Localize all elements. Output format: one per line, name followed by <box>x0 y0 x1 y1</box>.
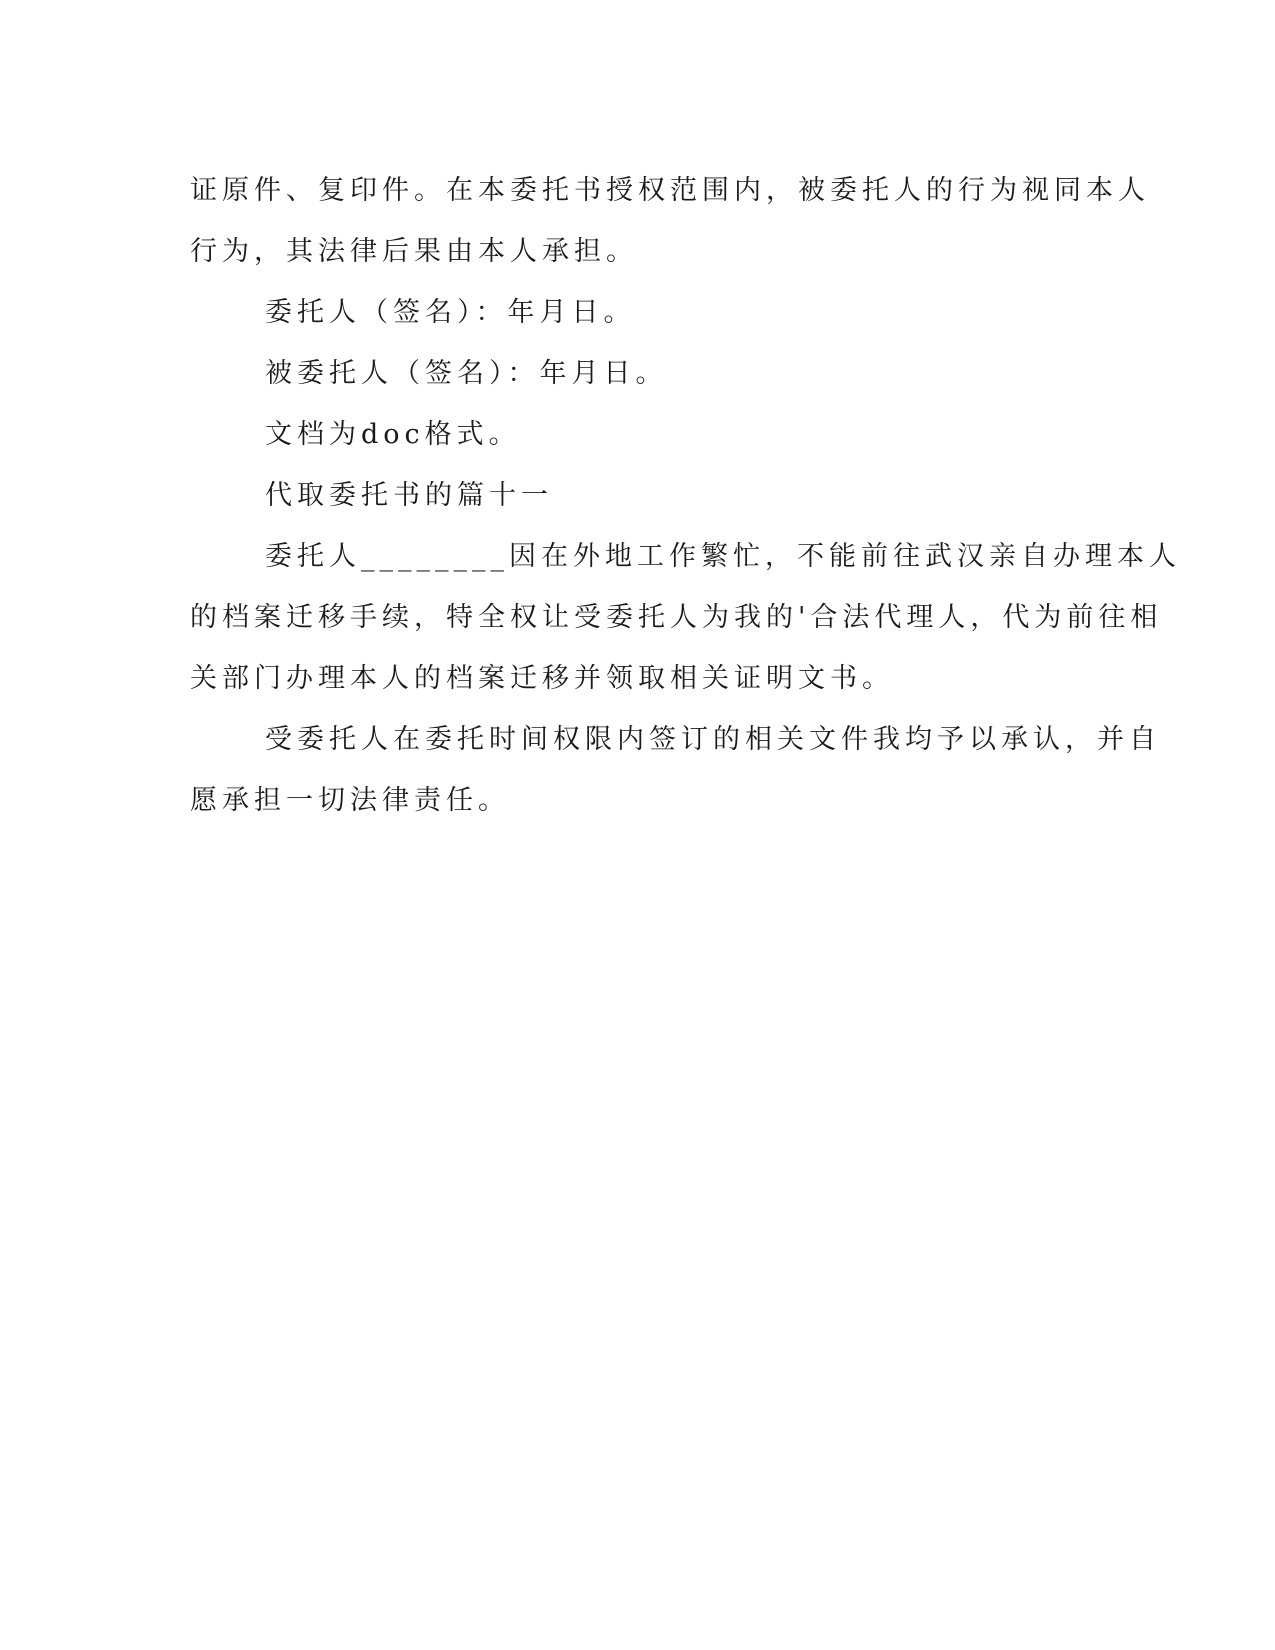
text-line: 受委托人在委托时间权限内签订的相关文件我均予以承认，并自 <box>265 724 1161 755</box>
text-line: 愿承担一切法律责任。 <box>190 785 510 816</box>
text-line: 证原件、复印件。在本委托书授权范围内，被委托人的行为视同本人 <box>190 175 1150 206</box>
text-line: 的档案迁移手续，特全权让受委托人为我的'合法代理人，代为前往相 <box>190 602 1163 633</box>
principal-signature-line: 委托人（签名）：年月日。 <box>265 297 636 328</box>
format-note: 文档为doc格式。 <box>265 419 521 450</box>
section-heading: 代取委托书的篇十一 <box>265 480 553 511</box>
text-line: 行为，其法律后果由本人承担。 <box>190 236 638 267</box>
agent-signature-line: 被委托人（签名）：年月日。 <box>265 358 668 389</box>
document-body <box>190 160 1181 831</box>
text-line: 关部门办理本人的档案迁移并领取相关证明文书。 <box>190 663 894 694</box>
text-line: 委托人________因在外地工作繁忙，不能前往武汉亲自办理本人 <box>265 541 1181 572</box>
